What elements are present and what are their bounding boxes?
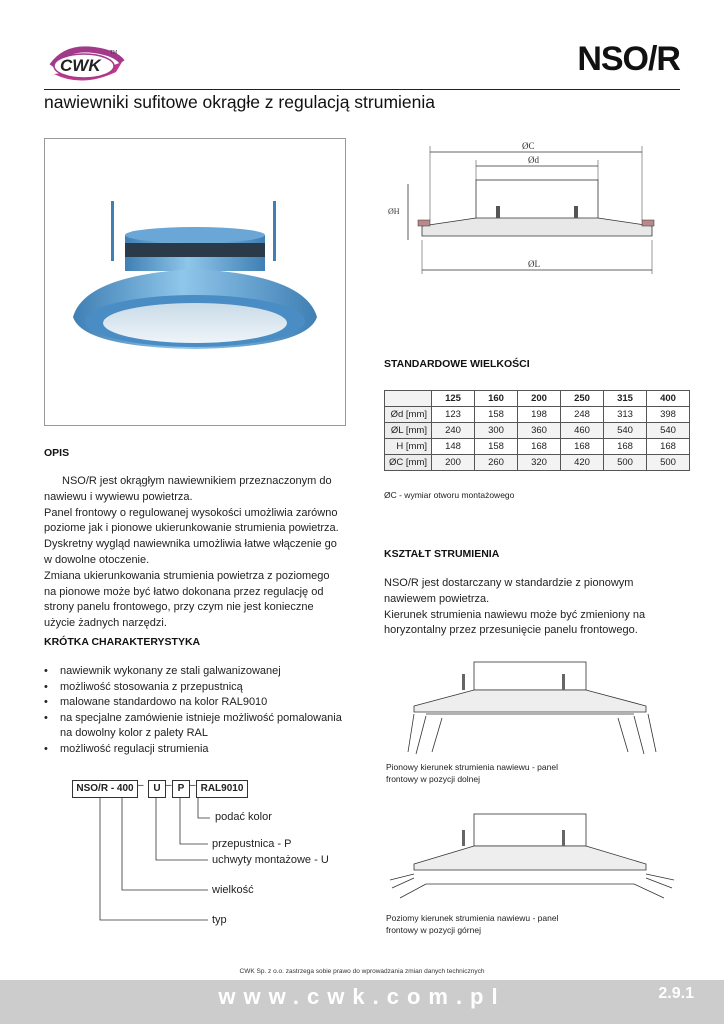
caption-horizontal: Poziomy kierunek strumienia nawiewu - panel frontowy w pozycji górnej	[386, 913, 559, 935]
logo-tm: TM	[110, 50, 118, 56]
cell: 360	[518, 423, 561, 439]
opis-heading: OPIS	[44, 447, 70, 459]
page-subtitle: nawiewniki sufitowe okrągłe z regulacją strumienia	[44, 92, 436, 112]
table-row	[385, 439, 690, 455]
footer-note: CWK Sp. z o.o. zastrzega sobie prawo do wprowadzania zmian danych technicznych	[239, 968, 485, 975]
cell: 260	[475, 455, 518, 471]
table-row	[385, 423, 690, 439]
table-row	[385, 455, 690, 471]
cell: 158	[475, 407, 518, 423]
dim-label-l: ØL	[528, 259, 540, 269]
cell: 460	[561, 423, 604, 439]
cell: 540	[604, 423, 647, 439]
sizes-col: 400	[647, 391, 690, 407]
flow-paragraph: NSO/R jest dostarczany w standardzie z pionowym nawiewem powietrza.	[384, 577, 634, 605]
vertical-flow-diagram	[386, 656, 682, 760]
table-row	[385, 407, 690, 423]
logo-text: CWK	[60, 56, 101, 75]
website-link[interactable]: www.cwk.com.pl	[218, 984, 506, 1009]
code-sep: –	[166, 780, 172, 791]
sizes-col: 125	[432, 391, 475, 407]
sizes-note: ØC - wymiar otworu montażowego	[384, 490, 515, 500]
dimension-drawing	[384, 140, 680, 280]
code-sep: –	[138, 780, 144, 791]
flow-paragraph: Kierunek strumienia nawiewu może być zmieniony na horyzontalny przez przesunięcie panelu frontowego.	[384, 608, 646, 637]
code-color: RAL9010	[196, 780, 248, 798]
flow-heading: KSZTAŁT STRUMIENIA	[384, 548, 500, 560]
row-label: Ød [mm]	[385, 407, 432, 423]
sizes-corner	[385, 391, 432, 407]
order-code-diagram	[70, 778, 350, 928]
page-number: 2.9.1	[658, 985, 694, 1002]
opis-paragraph: NSO/R jest okrągłym nawiewnikiem przeznaczonym do nawiewu i wywiewu powietrza.	[44, 475, 332, 503]
dim-label-d: Ød	[528, 155, 539, 165]
dim-label-h: ØH	[388, 207, 400, 216]
list-item: • na specjalne zamówienie istnieje możliwość pomalowania na dowolny kolor z palety RAL	[44, 711, 346, 742]
list-item: • możliwość regulacji strumienia	[44, 742, 346, 758]
opis-paragraph: Panel frontowy o regulowanej wysokości umożliwia zarówno poziome jak i pionowe ukierunkowanie strumienia powietrza. Dyskretny wygląd nawiewnika umożliwia łatwe włączenie go w dowolne otoczenie.	[44, 506, 339, 566]
dim-label-c: ØC	[522, 141, 535, 151]
annot-color: podać kolor	[215, 811, 272, 823]
sizes-header-row	[385, 391, 690, 407]
list-item: • możliwość stosowania z przepustnicą	[44, 680, 346, 696]
code-mount: U	[148, 780, 166, 798]
header-rule	[44, 89, 680, 90]
row-label: ØL [mm]	[385, 423, 432, 439]
sizes-col: 250	[561, 391, 604, 407]
cell: 200	[432, 455, 475, 471]
sizes-col: 160	[475, 391, 518, 407]
cell: 540	[647, 423, 690, 439]
annot-size: wielkość	[212, 884, 254, 896]
row-label: ØC [mm]	[385, 455, 432, 471]
sizes-col: 315	[604, 391, 647, 407]
cell: 198	[518, 407, 561, 423]
code-sep: –	[190, 780, 196, 791]
opis-paragraph: Zmiana ukierunkowania strumienia powietrza z poziomego na pionowe może być łatwo dokonana przez regulację od strony panelu frontowego, przy czym nie jest konieczne użycie żadnych narzędzi.	[44, 569, 330, 630]
code-damper: P	[172, 780, 190, 798]
cell: 168	[604, 439, 647, 455]
cwk-logo	[46, 44, 130, 86]
sizes-heading: STANDARDOWE WIELKOŚCI	[384, 358, 530, 370]
cell: 158	[475, 439, 518, 455]
features-list	[44, 664, 346, 758]
code-type-size: NSO/R - 400	[72, 780, 138, 798]
annot-type: typ	[212, 914, 227, 926]
horizontal-flow-diagram	[386, 808, 682, 912]
cell: 168	[647, 439, 690, 455]
cell: 420	[561, 455, 604, 471]
cell: 398	[647, 407, 690, 423]
annot-damper: przepustnica - P	[212, 838, 292, 850]
features-heading: KRÓTKA CHARAKTERYSTYKA	[44, 636, 201, 648]
cell: 148	[432, 439, 475, 455]
cell: 500	[604, 455, 647, 471]
annot-mount: uchwyty montażowe - U	[212, 854, 329, 866]
product-photo	[44, 138, 346, 426]
cell: 240	[432, 423, 475, 439]
sizes-table	[384, 390, 690, 471]
opis-text	[44, 474, 344, 632]
cell: 320	[518, 455, 561, 471]
sizes-col: 200	[518, 391, 561, 407]
cell: 248	[561, 407, 604, 423]
cell: 123	[432, 407, 475, 423]
product-code: NSO/R	[577, 40, 680, 78]
cell: 313	[604, 407, 647, 423]
cell: 500	[647, 455, 690, 471]
list-item: • malowane standardowo na kolor RAL9010	[44, 695, 346, 711]
flow-text	[384, 576, 686, 639]
cell: 300	[475, 423, 518, 439]
list-item: • nawiewnik wykonany ze stali galwanizowanej	[44, 664, 346, 680]
cell: 168	[518, 439, 561, 455]
cell: 168	[561, 439, 604, 455]
caption-vertical: Pionowy kierunek strumienia nawiewu - panel frontowy w pozycji dolnej	[386, 762, 558, 784]
row-label: H [mm]	[385, 439, 432, 455]
